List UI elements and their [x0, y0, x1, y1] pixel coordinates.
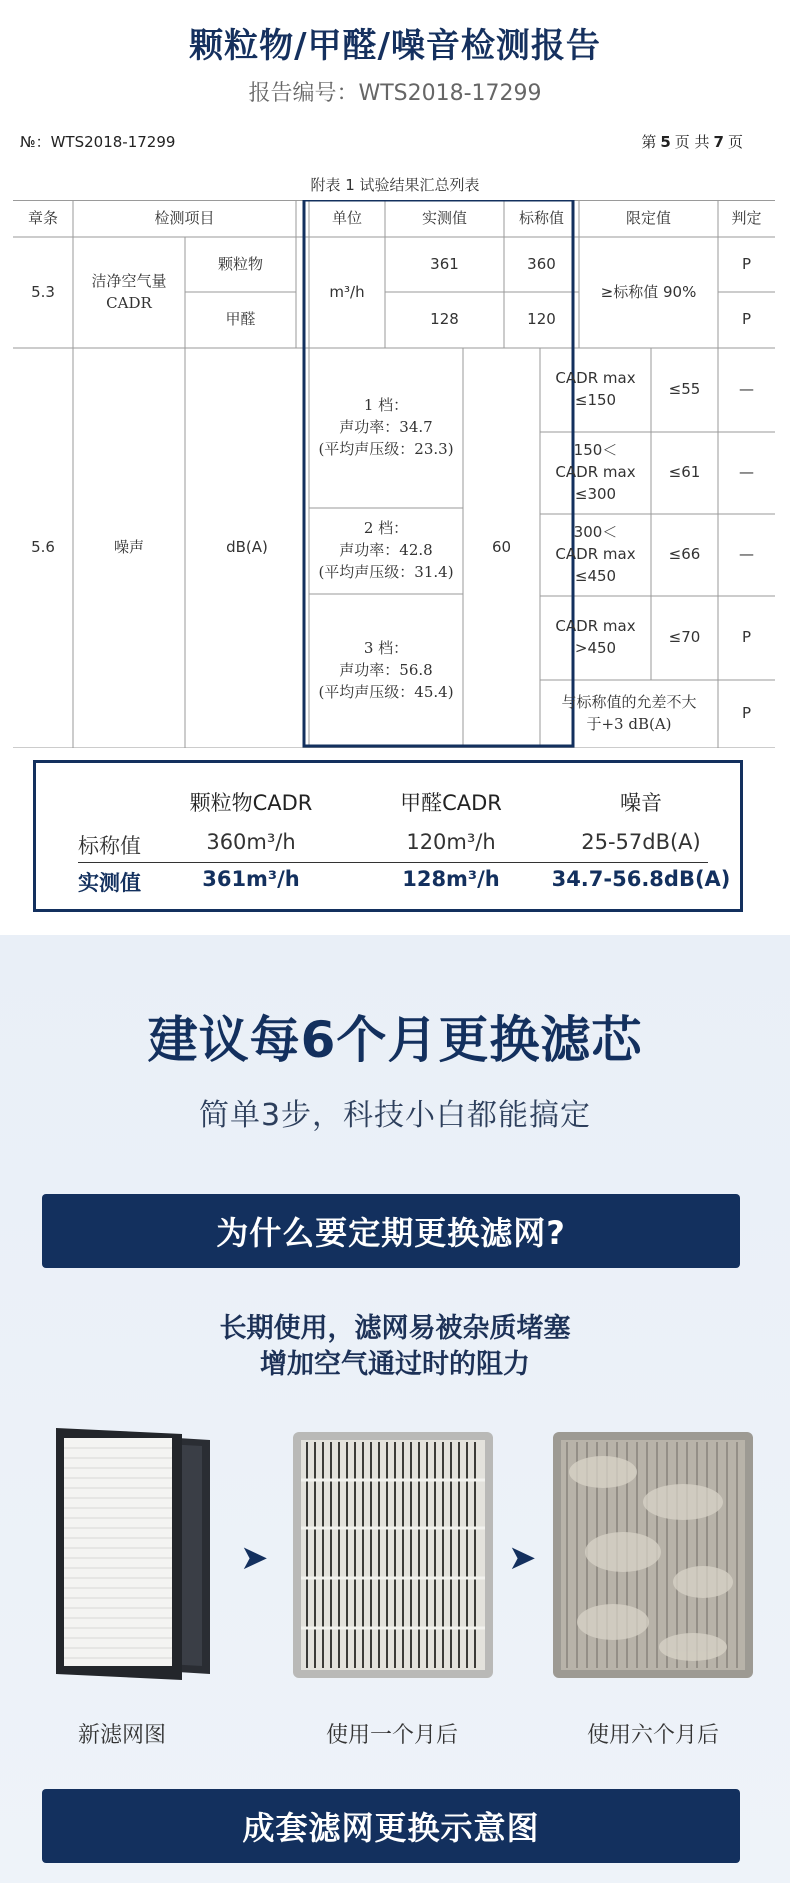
sub-particulate: 颗粒物 — [217, 254, 263, 273]
label-new-filter: 新滤网图 — [77, 1723, 166, 1748]
summary-col-formaldehyde: 甲醛CADR — [400, 791, 502, 815]
report-section — [0, 0, 790, 935]
nominal-noise: 60 — [491, 538, 512, 557]
one-month-filter-image — [293, 1432, 493, 1678]
limit-4: ≤70 — [668, 628, 701, 647]
summary-nominal-particulate: 360m³/h — [206, 830, 296, 854]
arrow-right-icon-2: ➤ — [508, 1538, 537, 1578]
promo-subline: 简单3步，科技小白都能搞定 — [198, 1098, 592, 1133]
judge-particulate: P — [741, 254, 752, 273]
reason-line-1: 长期使用，滤网易被杂质堵塞 — [219, 1313, 571, 1344]
cadr-range-4: CADR max >450 — [555, 617, 636, 657]
judge-noise-4: P — [741, 628, 752, 647]
judge-noise-3: — — [739, 545, 754, 564]
header-limit: 限定值 — [625, 208, 671, 227]
arrow-right-icon: ➤ — [240, 1538, 269, 1578]
header-measured: 实测值 — [421, 208, 467, 227]
document-number: №：WTS2018-17299 — [20, 133, 176, 151]
cadr-range-1: CADR max ≤150 — [555, 369, 636, 409]
gear-1-value: 1 档： 声功率：34.7 (平均声压级：23.3) — [318, 396, 454, 458]
judge-noise-2: — — [739, 463, 754, 482]
header-judge: 判定 — [731, 208, 762, 227]
summary-col-noise: 噪音 — [620, 791, 662, 815]
why-replace-banner: 为什么要定期更换滤网? — [42, 1194, 740, 1268]
report-title: 颗粒物/甲醛/噪音检测报告 — [189, 26, 601, 66]
promo-headline: 建议每6个月更换滤芯 — [147, 1011, 643, 1069]
label-one-month: 使用一个月后 — [325, 1723, 458, 1748]
replacement-diagram-banner: 成套滤网更换示意图 — [42, 1789, 740, 1863]
summary-measured-particulate: 361m³/h — [202, 867, 300, 891]
tolerance-note: 与标称值的允差不大 于+3 dB(A) — [561, 693, 697, 733]
nominal-formaldehyde: 120 — [527, 310, 556, 329]
limit-3: ≤66 — [668, 545, 701, 564]
header-nominal: 标称值 — [518, 208, 564, 227]
summary-box — [33, 760, 743, 912]
cadr-range-2: 150＜ CADR max ≤300 — [555, 441, 636, 503]
limit-2: ≤61 — [668, 463, 701, 482]
summary-col-particulate: 颗粒物CADR — [189, 791, 313, 815]
measured-particulate: 361 — [430, 254, 459, 273]
judge-formaldehyde: P — [741, 310, 752, 329]
clause-5-6: 5.6 — [31, 538, 55, 557]
judge-noise-1: — — [739, 380, 754, 399]
unit-noise: dB(A) — [226, 538, 268, 557]
item-cadr: 洁净空气量 CADR — [91, 271, 167, 312]
limit-1: ≤55 — [668, 380, 701, 399]
header-item: 检测项目 — [154, 208, 215, 227]
summary-nominal-noise: 25-57dB(A) — [581, 830, 701, 854]
label-six-months: 使用六个月后 — [586, 1723, 719, 1748]
gear-3-value: 3 档： 声功率：56.8 (平均声压级：45.4) — [318, 639, 454, 701]
cadr-range-3: 300＜ CADR max ≤450 — [555, 523, 636, 585]
new-filter-image — [52, 1424, 212, 1684]
summary-divider — [78, 862, 708, 863]
clause-5-3: 5.3 — [31, 282, 55, 301]
judge-noise-tolerance: P — [741, 704, 752, 723]
results-table — [13, 200, 775, 748]
summary-measured-noise: 34.7-56.8dB(A) — [551, 867, 731, 891]
summary-measured-formaldehyde: 128m³/h — [402, 867, 500, 891]
nominal-particulate: 360 — [527, 254, 556, 273]
unit-cadr: m³/h — [329, 282, 365, 301]
reason-line-2: 增加空气通过时的阻力 — [260, 1349, 530, 1380]
gear-2-value: 2 档： 声功率：42.8 (平均声压级：31.4) — [318, 519, 454, 581]
limit-cadr: ≥标称值 90% — [600, 282, 697, 301]
item-noise: 噪声 — [113, 538, 144, 557]
page-indicator: 第 5 页 共 7 页 — [641, 133, 743, 151]
measured-formaldehyde: 128 — [430, 310, 459, 329]
six-month-filter-image — [553, 1432, 753, 1678]
summary-nominal-label: 标称值 — [78, 834, 141, 858]
table-caption: 附表 1 试验结果汇总列表 — [310, 176, 480, 194]
header-unit: 单位 — [331, 208, 362, 227]
report-number: 报告编号：WTS2018-17299 — [248, 81, 542, 106]
summary-nominal-formaldehyde: 120m³/h — [406, 830, 496, 854]
sub-formaldehyde: 甲醛 — [225, 310, 256, 329]
header-clause: 章条 — [27, 208, 58, 227]
summary-measured-label: 实测值 — [78, 871, 141, 895]
